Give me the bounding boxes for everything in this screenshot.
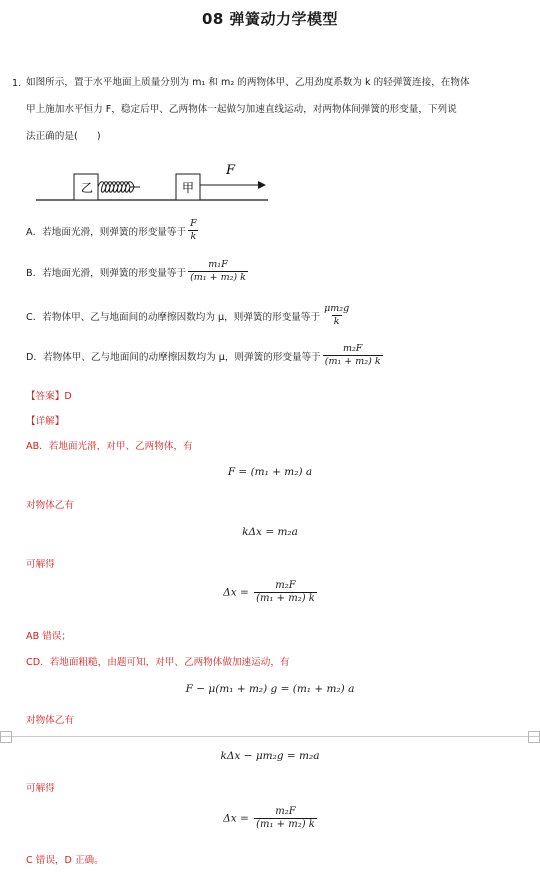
force-arrow-head — [258, 181, 266, 189]
page-title: 08 弹簧动力学模型 — [201, 10, 339, 28]
force-label: F — [226, 163, 236, 178]
option-b-text: B．若地面光滑，则弹簧的形变量等于 — [26, 267, 187, 279]
equation-1: F = (m₁ + m₂) a — [227, 466, 313, 478]
detail-label: 【详解】 — [26, 416, 65, 427]
spring-diagram-svg — [36, 160, 276, 206]
page-break-right-mark — [528, 731, 540, 743]
spring-coil — [98, 182, 140, 193]
page-break-left-mark — [0, 731, 12, 743]
option-b-fraction: $\frac{\text{m₁F}}{\text{(m₁ + m₂) k}}$ — [190, 259, 246, 283]
option-c-fraction: $\frac{\text{μm₂g}}{k}$ — [324, 303, 350, 327]
block-right-label: 甲 — [182, 181, 195, 195]
solution-ab-intro: AB．若地面光滑，对甲、乙两物体，有 — [26, 441, 193, 452]
equation-5: kΔx − μm₂g = m₂a — [220, 750, 320, 762]
option-a[interactable] — [26, 218, 199, 243]
solution-ab-solve: 可解得 — [26, 559, 55, 570]
question-line-3: 法正确的是( ) — [26, 131, 101, 142]
equation-6-fraction: $\frac{\text{m₂F}}{\text{(m₁ + m₂) k}}$ — [256, 806, 315, 830]
option-c-text: C．若物体甲、乙与地面间的动摩擦因数均为 μ，则弹簧的形变量等于 — [26, 311, 321, 323]
answer-label: 【答案】D — [26, 391, 72, 402]
equation-6: Δx = $\frac{\text{m₂F}}{\text{(m₁ + m₂) k}}$ — [223, 806, 315, 830]
equation-3: Δx = $\frac{\text{m₂F}}{\text{(m₁ + m₂) k}}$ — [223, 580, 315, 604]
solution-cd-intro: CD．若地面粗糙，由题可知，对甲、乙两物体做加速运动，有 — [26, 657, 290, 668]
solution-conclusion: C 错误，D 正确。 — [26, 855, 104, 866]
option-b[interactable] — [26, 259, 248, 284]
solution-ab-wrong: AB 错误； — [26, 631, 71, 642]
spring-diagram — [36, 160, 276, 206]
solution-cd-solve: 可解得 — [26, 783, 55, 794]
page-break-line — [0, 736, 540, 737]
option-a-fraction: $\frac{F}{k}$ — [190, 218, 197, 242]
solution-ab-object: 对物体乙有 — [26, 500, 74, 511]
option-d-text: D．若物体甲、乙与地面间的动摩擦因数均为 μ，则弹簧的形变量等于 — [26, 351, 321, 363]
block-left-label: 乙 — [81, 181, 94, 195]
question-line-2: 甲上施加水平恒力 F，稳定后甲、乙两物体一起做匀加速直线运动，对两物体间弹簧的形变量，下列说 — [26, 104, 457, 115]
option-a-text: A．若地面光滑，则弹簧的形变量等于 — [26, 226, 187, 238]
equation-4: F − μ(m₁ + m₂) g = (m₁ + m₂) a — [185, 683, 355, 695]
question-line-1: 如图所示，置于水平地面上质量分别为 m₁ 和 m₂ 的两物体甲、乙用劲度系数为 k 的轻弹簧连接，在物体 — [26, 77, 470, 88]
solution-cd-object: 对物体乙有 — [26, 715, 74, 726]
option-c[interactable] — [26, 303, 351, 328]
question-number: 1. — [12, 78, 22, 89]
equation-2: kΔx = m₂a — [242, 526, 298, 538]
equation-3-fraction: $\frac{\text{m₂F}}{\text{(m₁ + m₂) k}}$ — [256, 580, 315, 604]
option-d-fraction: $\frac{\text{m₂F}}{\text{(m₁ + m₂) k}}$ — [324, 343, 381, 367]
option-d[interactable] — [26, 343, 383, 368]
